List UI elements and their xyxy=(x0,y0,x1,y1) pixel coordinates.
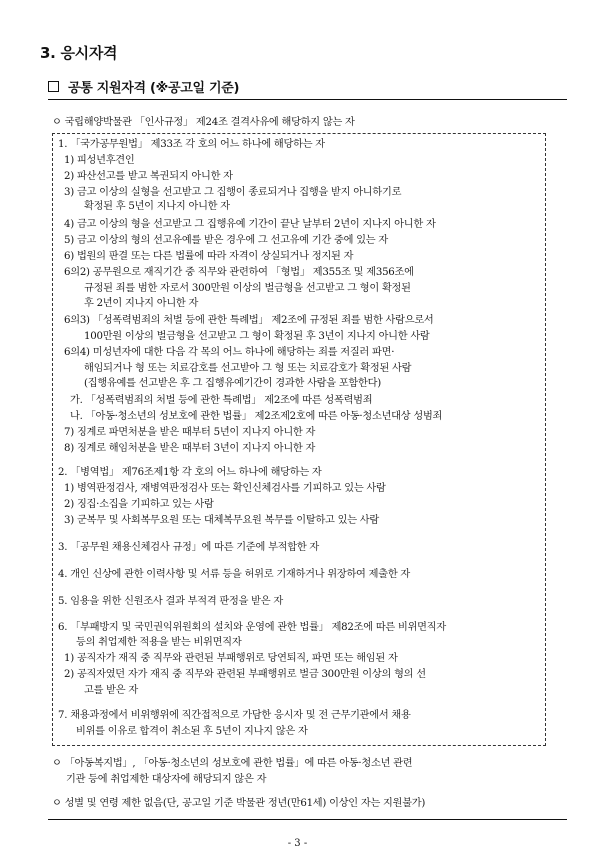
section-title: 3. 응시자격 xyxy=(40,44,118,62)
box-line: 후 2년이 지나지 아니한 자 xyxy=(84,298,199,309)
box-line: 4) 금고 이상의 형을 선고받고 그 집행유예 기간이 끝난 날부터 2년이 지나지 아니한 자 xyxy=(64,219,436,230)
box-line: 고를 받은 자 xyxy=(84,685,138,696)
box-line: (집행유예를 선고받은 후 그 집행유예기간이 경과한 사람을 포함한다) xyxy=(84,378,381,389)
box-line: 등의 취업제한 적용을 받는 비위면직자 xyxy=(76,637,242,648)
subsection-title: 공통 지원자격 (※공고일 기준) xyxy=(68,81,240,96)
bottom-rule xyxy=(48,819,567,820)
box-line: 5. 임용을 위한 신원조사 결과 부적격 판정을 받은 자 xyxy=(58,596,283,607)
box-line: 규정된 죄를 범한 자로서 300만원 이상의 벌금형을 선고받고 그 형이 확정된 xyxy=(84,283,411,294)
box-line: 6의4) 미성년자에 대한 다음 각 목의 어느 하나에 해당하는 죄를 저질러 파면· xyxy=(64,347,395,358)
box-line: 7) 징계로 파면처분을 받은 때부터 5년이 지나지 아니한 자 xyxy=(64,427,316,438)
box-line: 3) 금고 이상의 실형을 선고받고 그 집행이 종료되거나 집행을 받지 아니하기로 xyxy=(64,187,402,198)
note-2: ㅇ 성별 및 연령 제한 없음(단, 공고일 기준 박물관 정년(만61세) 이상인 자는 지원불가) xyxy=(52,798,426,809)
box-line: 1) 피성년후견인 xyxy=(64,155,135,166)
box-line: 6) 법원의 판결 또는 다른 법률에 따라 자격이 상실되거나 정지된 자 xyxy=(64,251,354,262)
box-line: 1) 병역판정검사, 재병역판정검사 또는 확인신체검사를 기피하고 있는 사람 xyxy=(64,483,386,494)
box-line: 6. 「부패방지 및 국민권익위원회의 설치와 운영에 관한 법률」 제82조에 따른 비위면직자 xyxy=(58,622,446,633)
box-line: 1) 공직자가 재직 중 직무와 관련된 부패행위로 당연퇴직, 파면 또는 해임된 자 xyxy=(64,653,398,664)
box-line: 4. 개인 신상에 관한 이력사항 및 서류 등을 허위로 기재하거나 위장하여 제출한 자 xyxy=(58,569,410,580)
subsection-heading xyxy=(48,77,239,96)
box-line: 8) 징계로 해임처분을 받은 때부터 3년이 지나지 아니한 자 xyxy=(64,443,316,454)
box-line: 가. 「성폭력범죄의 처벌 등에 관한 특례법」 제2조에 따른 성폭력범죄 xyxy=(70,395,373,406)
box-line: 3) 군복무 및 사회복무요원 또는 대체복무요원 복무를 이탈하고 있는 사람 xyxy=(64,515,379,526)
box-line: 6의2) 공무원으로 재직기간 중 직무와 관련하여 「형법」 제355조 및 제356조에 xyxy=(64,267,414,278)
box-line: 7. 채용과정에서 비위행위에 직간접적으로 가담한 응시자 및 전 근무기관에서 채용 xyxy=(58,710,411,721)
box-line: 2) 공직자였던 자가 재직 중 직무와 관련된 부패행위로 벌금 300만원 이상의 형의 선 xyxy=(64,669,426,680)
checkbox-square-icon xyxy=(48,81,59,92)
top-rule xyxy=(48,99,567,100)
box-line: 해임되거나 형 또는 치료감호를 선고받아 그 형 또는 치료감호가 확정된 사람 xyxy=(84,363,412,374)
box-line: 1. 「국가공무원법」 제33조 각 호의 어느 하나에 해당하는 자 xyxy=(58,139,325,150)
box-line: 비위를 이유로 합격이 취소된 후 5년이 지나지 않은 자 xyxy=(76,726,308,737)
box-line: 100만원 이상의 벌금형을 선고받고 그 형이 확정된 후 3년이 지나지 아니한 사람 xyxy=(84,331,430,342)
box-line: 6의3) 「성폭력범죄의 처벌 등에 관한 특례법」 제2조에 규정된 죄를 범한 사람으로서 xyxy=(64,315,434,326)
box-line: 확정된 후 5년이 지나지 아니한 자 xyxy=(84,201,230,212)
note-1-line-1: ㅇ 「아동복지법」, 「아동·청소년의 성보호에 관한 법률」에 따른 아동·청소년 관련 xyxy=(52,758,413,769)
box-line: 5) 금고 이상의 형의 선고유예를 받은 경우에 그 선고유예 기간 중에 있는 자 xyxy=(64,235,388,246)
box-line: 2. 「병역법」 제76조제1항 각 호의 어느 하나에 해당하는 자 xyxy=(58,467,322,478)
intro-text: ㅇ 국립해양박물관 「인사규정」 제24조 결격사유에 해당하지 않는 자 xyxy=(52,117,355,128)
box-line: 2) 징집·소집을 기피하고 있는 사람 xyxy=(64,499,214,510)
page-number: - 3 - xyxy=(287,838,308,849)
box-line: 3. 「공무원 채용신체검사 규정」에 따른 기준에 부적합한 자 xyxy=(58,542,320,553)
box-line: 나. 「아동·청소년의 성보호에 관한 법률」 제2조제2호에 따른 아동·청소년대상 성범죄 xyxy=(70,411,443,422)
note-1-line-2: 기관 등에 취업제한 대상자에 해당되지 않은 자 xyxy=(66,774,267,785)
box-line: 2) 파산선고를 받고 복권되지 아니한 자 xyxy=(64,171,233,182)
